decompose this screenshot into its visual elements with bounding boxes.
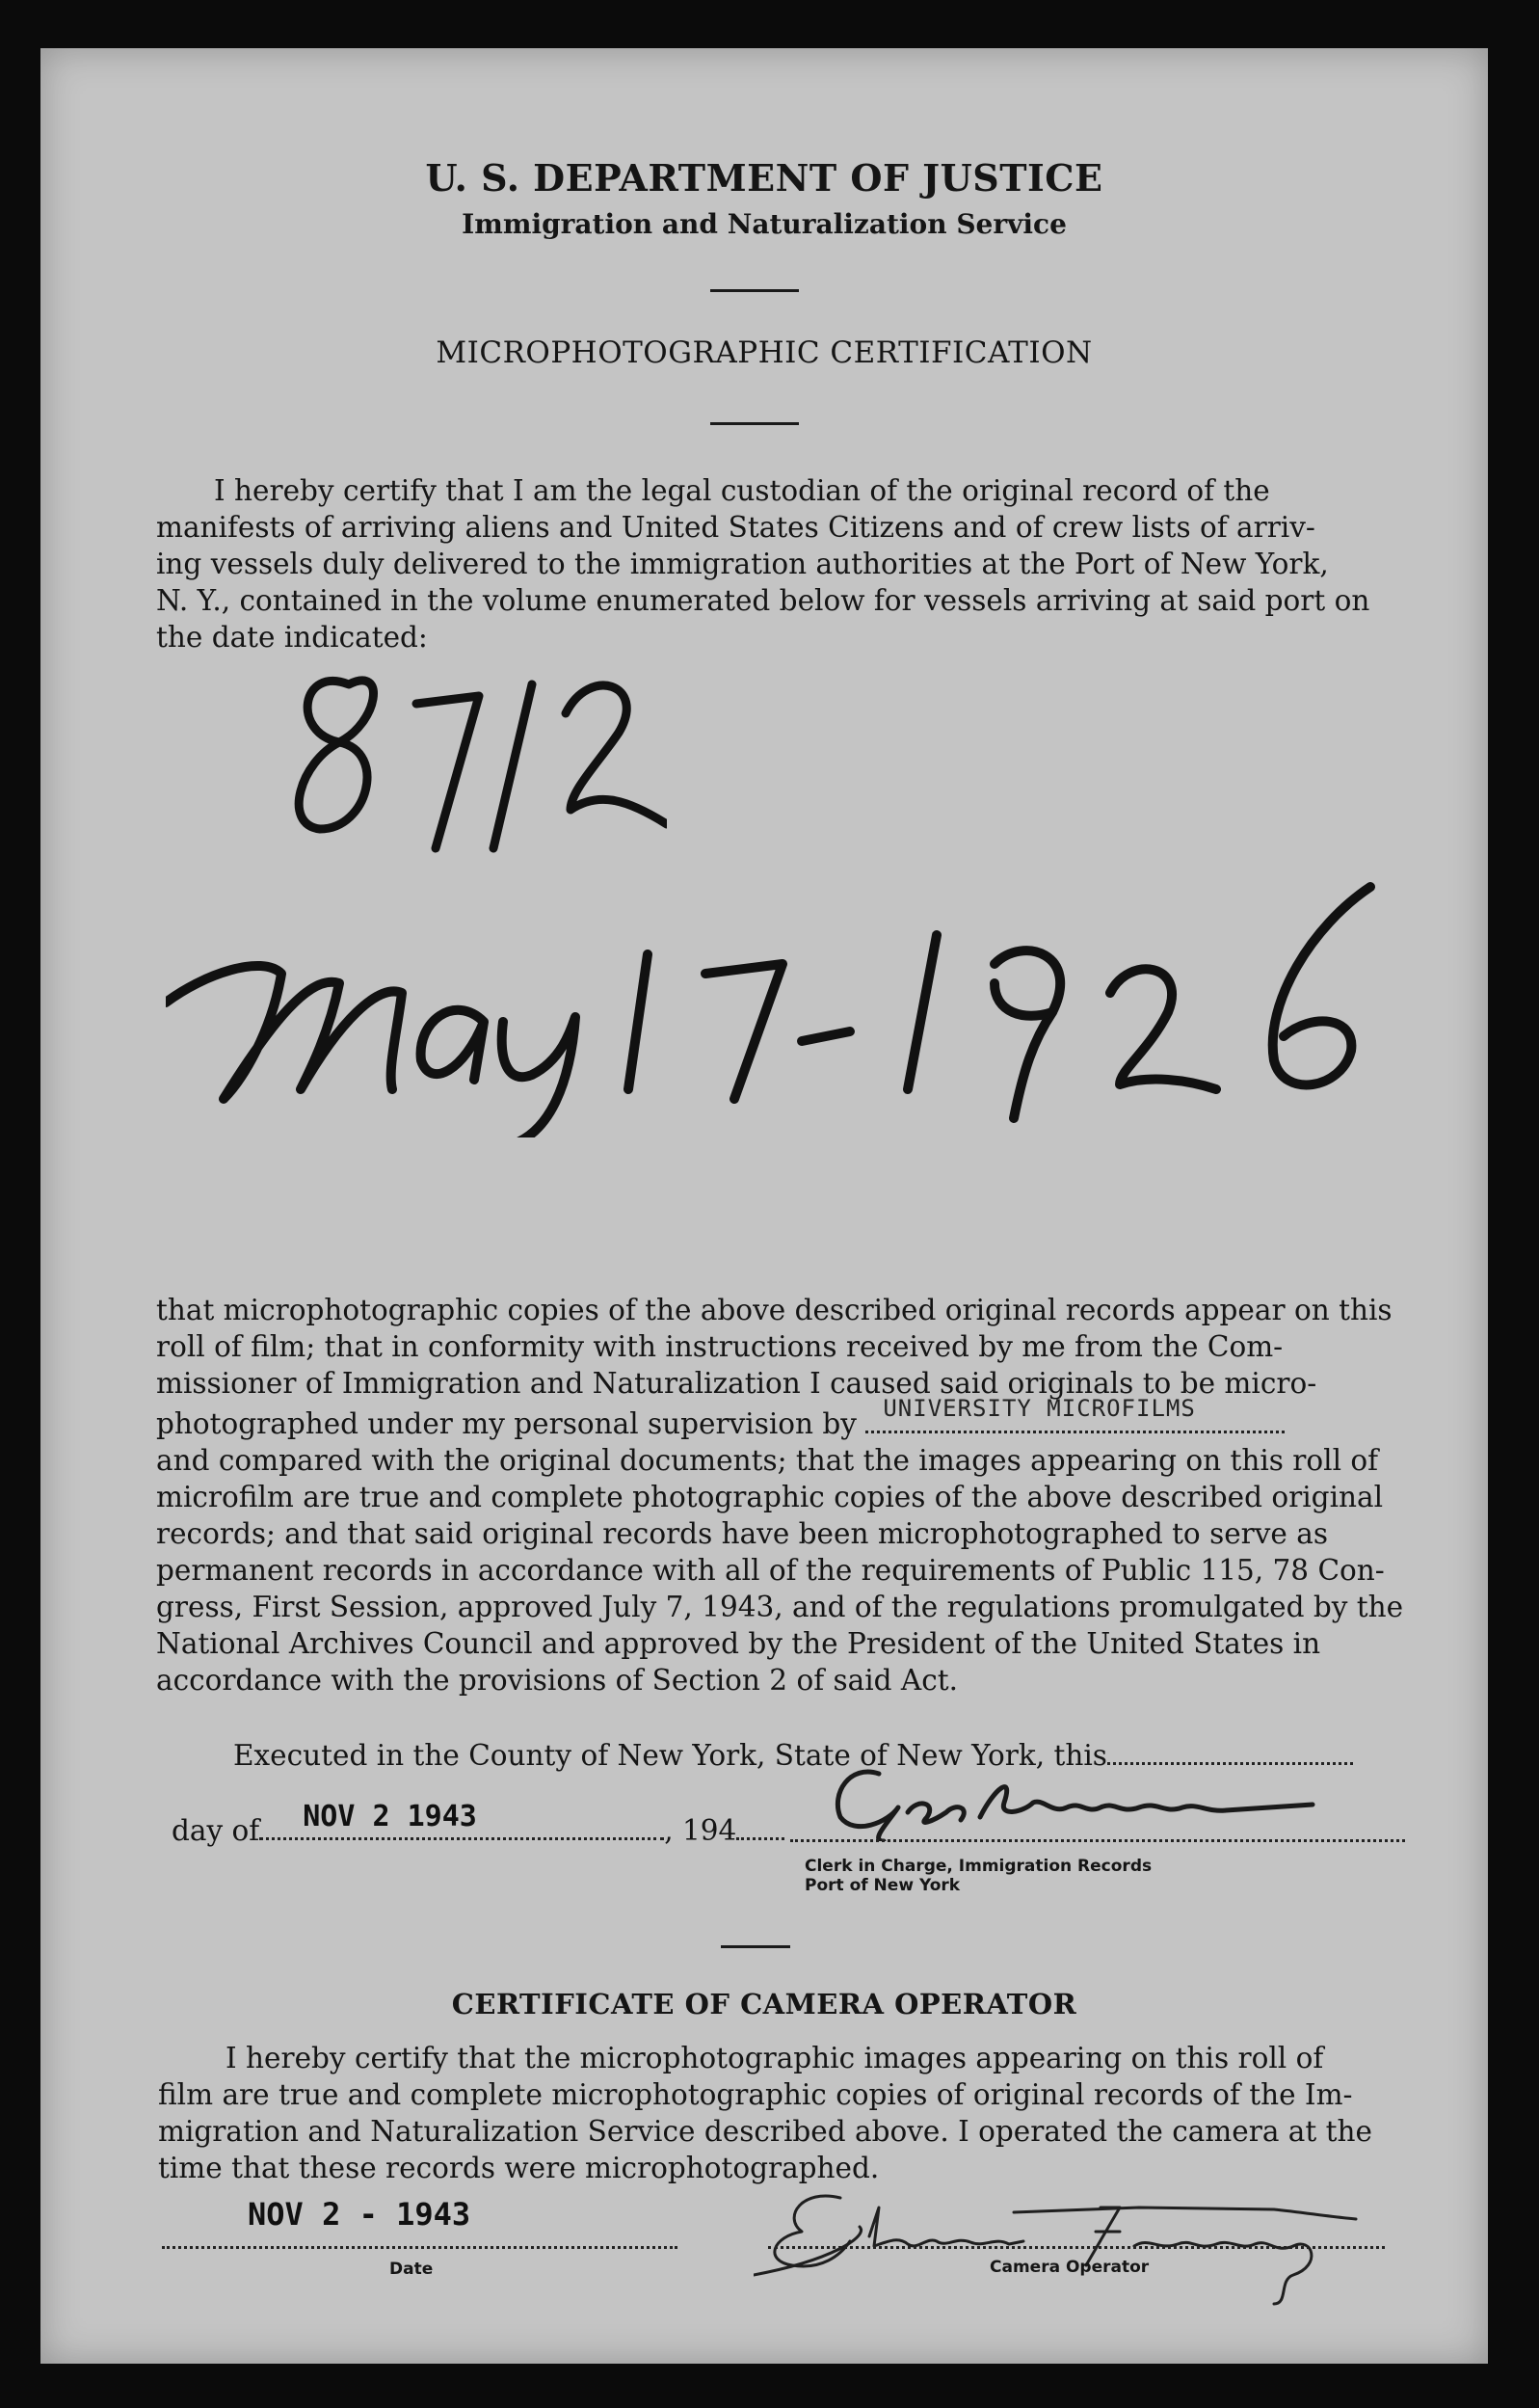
operator-line: film are true and complete microphotographic copies of original records of the Im-	[158, 2078, 1353, 2111]
operator-line: I hereby certify that the microphotographic images appearing on this roll of	[226, 2042, 1324, 2074]
body-line: and compared with the original documents; that the images appearing on this roll of	[156, 1444, 1379, 1477]
date-line	[162, 2246, 677, 2249]
body-line: records; and that said original records have been microphotographed to serve as	[156, 1517, 1328, 1550]
clerk-title-line: Clerk in Charge, Immigration Records	[805, 1857, 1153, 1876]
body-line: accordance with the provisions of Section 2 of said Act.	[156, 1664, 958, 1697]
body-line: missioner of Immigration and Naturalization I caused said originals to be micro-	[156, 1367, 1317, 1400]
body-paragraph	[156, 1292, 1404, 1699]
operator-line: time that these records were microphotographed.	[158, 2152, 880, 2184]
day-stamp: NOV 2 1943	[303, 1800, 477, 1833]
section-divider	[721, 1945, 790, 1948]
camera-operator-paragraph	[158, 2040, 1409, 2186]
operator-line: migration and Naturalization Service described above. I operated the camera at the	[158, 2115, 1372, 2148]
clerk-signature	[811, 1754, 1351, 1841]
day-of-label: day of	[172, 1814, 260, 1847]
service-subheading: Immigration and Naturalization Service	[462, 208, 1067, 240]
year-field	[736, 1816, 784, 1840]
body-line: roll of film; that in conformity with instructions received by me from the Com-	[156, 1330, 1284, 1363]
clerk-signature-line	[790, 1839, 1405, 1842]
handwritten-date	[166, 829, 1419, 1137]
title-divider	[710, 422, 799, 425]
intro-line: ing vessels duly delivered to the immigration authorities at the Port of New York,	[156, 548, 1329, 580]
year-prefix: , 194	[664, 1814, 737, 1847]
operator-label: Camera Operator	[990, 2258, 1150, 2277]
supervisor-name: UNIVERSITY MICROFILMS	[883, 1395, 1196, 1422]
body-line: that microphotographic copies of the above described original records appear on this	[156, 1294, 1393, 1326]
clerk-title-line: Port of New York	[805, 1876, 961, 1895]
department-heading: U. S. DEPARTMENT OF JUSTICE	[425, 156, 1103, 200]
date-label: Date	[389, 2260, 434, 2279]
body-line: National Archives Council and approved by the President of the United States in	[156, 1627, 1321, 1660]
body-line: permanent records in accordance with all of the requirements of Public 115, 78 Con-	[156, 1554, 1385, 1587]
day-of-line	[172, 1800, 784, 1849]
body-line: gress, First Session, approved July 7, 1943, and of the regulations promulgated by the	[156, 1591, 1404, 1623]
intro-line: N. Y., contained in the volume enumerated below for vessels arriving at said port on	[156, 584, 1370, 617]
clerk-title	[805, 1857, 1152, 1895]
operator-date-stamp: NOV 2 - 1943	[248, 2196, 471, 2233]
operator-signature-line	[768, 2246, 1385, 2249]
intro-line: manifests of arriving aliens and United States Citizens and of crew lists of arriv-	[156, 511, 1315, 544]
supervisor-field	[865, 1395, 1285, 1433]
camera-operator-title: CERTIFICATE OF CAMERA OPERATOR	[451, 1988, 1077, 2020]
intro-line: I hereby certify that I am the legal custodian of the original record of the	[214, 474, 1270, 507]
camera-operator-signature	[754, 2169, 1390, 2314]
handwritten-volume-number	[281, 646, 667, 858]
certificate-sheet	[40, 48, 1488, 2364]
supervision-line	[156, 1395, 1404, 1442]
intro-paragraph	[156, 472, 1399, 656]
executed-text: Executed in the County of New York, State of New York, this	[233, 1739, 1107, 1772]
certification-title: MICROPHOTOGRAPHIC CERTIFICATION	[436, 335, 1093, 370]
day-of-field	[259, 1800, 664, 1840]
supervision-prefix: photographed under my personal supervision by	[156, 1407, 857, 1440]
intro-line: the date indicated:	[156, 621, 428, 654]
body-line: microfilm are true and complete photographic copies of the above described original	[156, 1481, 1384, 1513]
header-divider	[710, 289, 799, 292]
